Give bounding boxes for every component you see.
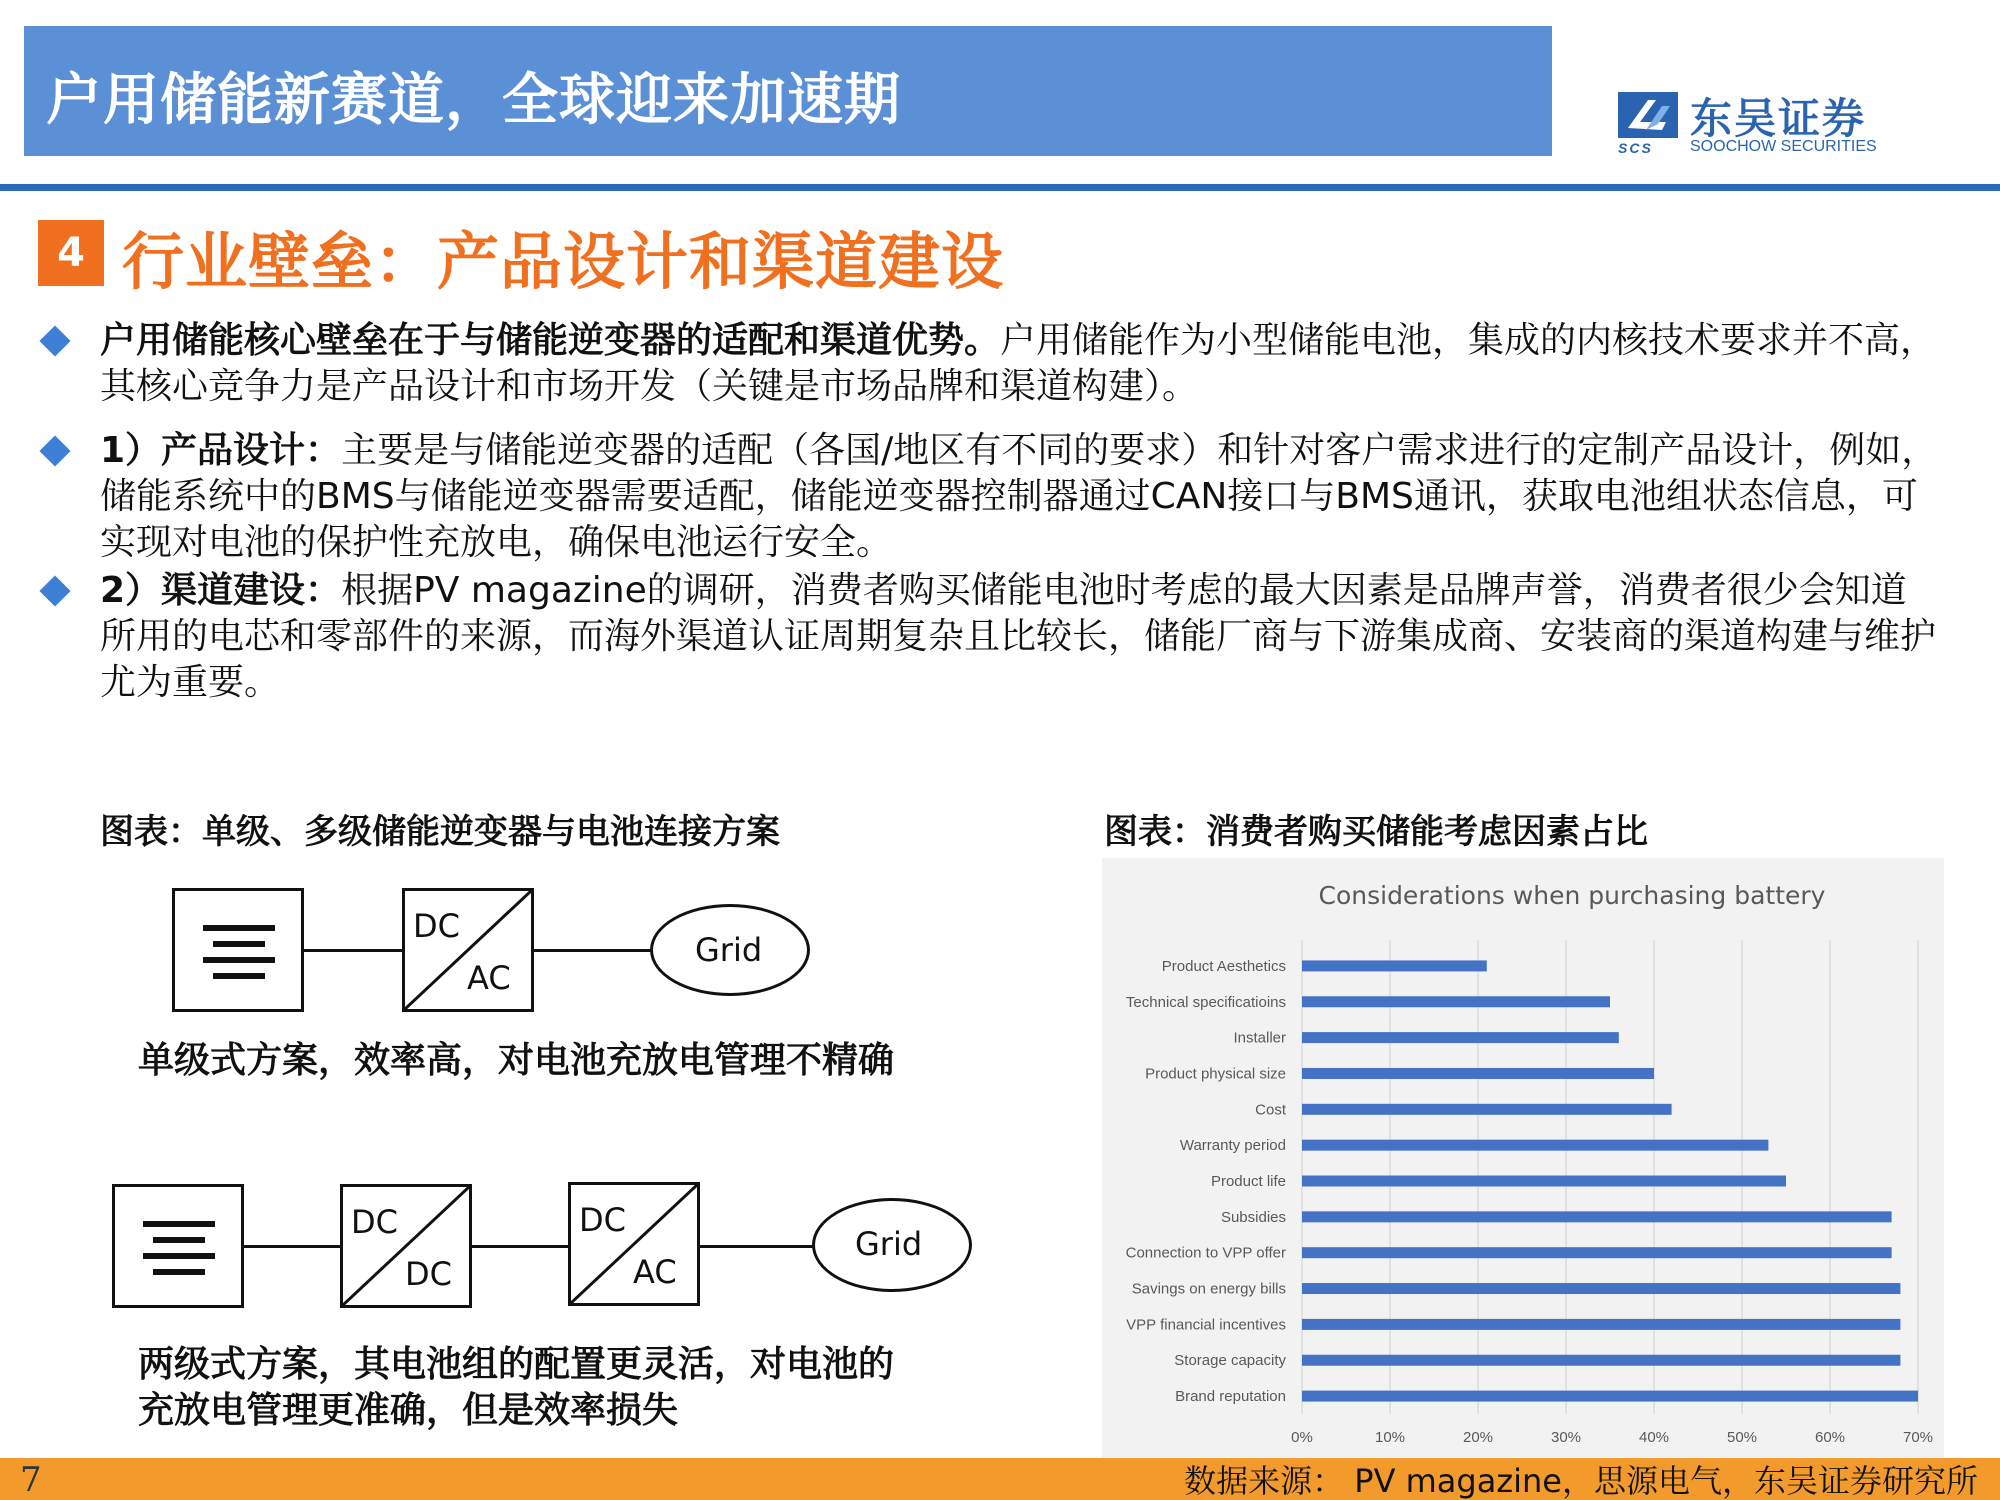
bullet-lead: 2）渠道建设： [100,570,342,611]
bar [1302,1104,1672,1115]
bar [1302,1032,1619,1043]
bar [1302,1283,1900,1294]
purchase-considerations-chart [1102,858,1944,1460]
bullet-lead: 1）产品设计： [100,430,342,471]
title-bar [24,26,1552,156]
connector-line [472,1245,568,1248]
two-stage-note-line: 充放电管理更准确，但是效率损失 [138,1390,679,1431]
category-label: VPP financial incentives [1126,1316,1286,1334]
bar [1302,996,1610,1007]
company-logo [1618,90,1898,160]
single-stage-note: 单级式方案，效率高，对电池充放电管理不精确 [138,1040,895,1081]
chart-title: Considerations when purchasing battery [1318,881,1826,910]
page-title: 户用储能新赛道，全球迎来加速期 [46,68,901,133]
bullet-text: 根据PV magazine的调研，消费者购买储能电池时考虑的最大因素是品牌声誉，消费者很少会知道所用的电芯和零部件的来源，而海外渠道认证周期复杂且比较长，储能厂商与下游集成商、安装商的渠道构建与维护尤为重要。 [100,570,1937,703]
x-tick-label: 70% [1902,1429,1934,1446]
category-label: Connection to VPP offer [1125,1244,1286,1262]
footer-bar [0,1458,2000,1500]
bar [1302,960,1487,971]
bullet-text: 户用储能作为小型储能电池，集成的内核技术要求并不高，其核心竞争力是产品设计和市场开发（关键是市场品牌和渠道构建）。 [100,320,1937,407]
dc-dc-converter [340,1184,472,1308]
section-title: 行业壁垒：产品设计和渠道建设 [122,225,1005,298]
dc-label: DC [405,1255,452,1293]
right-figure-caption: 图表：消费者购买储能考虑因素占比 [1104,812,1648,852]
dc-ac-converter [568,1182,700,1306]
grid-node [650,904,810,996]
chart-tick-labels [1291,1429,1933,1446]
battery-icon [175,891,301,1009]
bar [1302,1319,1900,1330]
connector-line [534,949,652,952]
logo-mark-icon [1618,92,1678,138]
chart-svg [1102,858,1944,1460]
bullet-item [38,568,1938,706]
connector-line [304,949,402,952]
connector-line [244,1245,340,1248]
grid-node [812,1198,972,1292]
dc-label: DC [413,907,460,945]
dc-label: DC [579,1201,626,1239]
bar [1302,1355,1900,1366]
category-label: Product life [1210,1173,1286,1190]
x-tick-label: 40% [1638,1429,1670,1446]
header-divider [0,184,2000,191]
x-tick-label: 0% [1291,1429,1313,1446]
grid-label: Grid [695,931,763,969]
bar [1302,1247,1892,1258]
x-tick-label: 10% [1374,1429,1406,1446]
logo-en-text: SOOCHOW SECURITIES [1690,138,1877,155]
category-label: Warranty period [1179,1137,1286,1155]
category-label: Subsidies [1220,1208,1286,1226]
dc-ac-converter [402,888,534,1012]
logo-cn-text: 东吴证券 [1690,94,1867,143]
category-label: Product Aesthetics [1161,957,1286,975]
bullet-lead: 户用储能核心壁垒在于与储能逆变器的适配和渠道优势。 [100,320,1001,361]
bar [1302,1211,1892,1222]
chart-bars [1302,960,1918,1401]
category-label: Brand reputation [1175,1388,1286,1406]
section-number: 4 [38,220,104,286]
bullet-list [38,318,1938,706]
bar [1302,1140,1768,1151]
battery-icon [115,1187,241,1305]
category-label: Savings on energy bills [1131,1280,1286,1298]
ac-label: AC [633,1253,677,1291]
category-label: Cost [1255,1101,1286,1119]
connector-line [700,1245,814,1248]
diamond-bullet-icon [39,575,70,606]
bar [1302,1068,1654,1079]
inverter-connection-diagram [100,870,1000,1450]
bar [1302,1391,1918,1402]
category-label: Installer [1233,1029,1286,1047]
x-tick-label: 50% [1726,1429,1758,1446]
diamond-bullet-icon [39,435,70,466]
chart-category-labels [1126,958,1287,1405]
ac-label: AC [467,959,511,997]
battery-box [172,888,304,1012]
logo-abbr: SCS [1618,140,1653,156]
battery-box [112,1184,244,1308]
bullet-item [38,318,1938,410]
diamond-bullet-icon [39,325,70,356]
two-stage-note-line: 两级式方案，其电池组的配置更灵活，对电池的 [138,1344,895,1385]
category-label: Technical specificatioins [1125,993,1286,1011]
left-figure-caption: 图表：单级、多级储能逆变器与电池连接方案 [100,812,780,852]
two-stage-note [138,1342,894,1434]
x-tick-label: 30% [1550,1429,1582,1446]
category-label: Storage capacity [1174,1352,1286,1370]
category-label: Product physical size [1145,1065,1286,1083]
bullet-item [38,428,1938,566]
x-tick-label: 20% [1462,1429,1494,1446]
bullet-text: 主要是与储能逆变器的适配（各国/地区有不同的要求）和针对客户需求进行的定制产品设计，例如，储能系统中的BMS与储能逆变器需要适配，储能逆变器控制器通过CAN接口与BMS通讯，获取电池组状态信息，可实现对电池的保护性充放电，确保电池运行安全。 [100,430,1938,563]
grid-label: Grid [855,1225,923,1263]
bar [1302,1176,1786,1187]
x-tick-label: 60% [1814,1429,1846,1446]
page-number: 7 [20,1460,42,1500]
dc-label: DC [351,1203,398,1241]
data-source: 数据来源： PV magazine，思源电气，东吴证券研究所 [1184,1462,1978,1500]
